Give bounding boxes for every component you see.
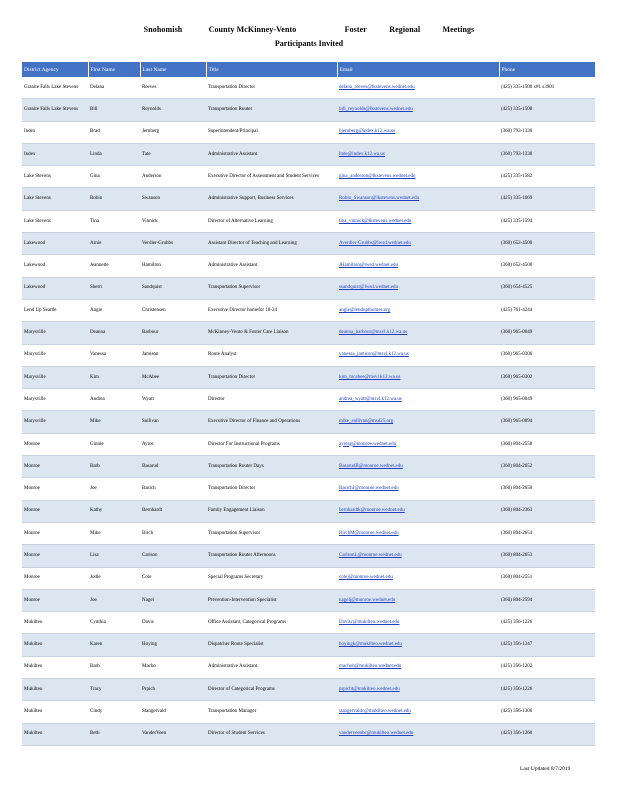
first-name-cell: Lisa bbox=[88, 545, 140, 567]
title-cell: Administrative Assistant bbox=[206, 656, 337, 678]
last-name-cell: Hoying bbox=[140, 634, 206, 656]
district-cell: Granite Falls Lake Stevens bbox=[22, 99, 88, 121]
first-name-cell: Sherri bbox=[88, 277, 140, 299]
phone-cell: (425) 335-1669 bbox=[499, 188, 595, 210]
district-cell: Monroe bbox=[22, 522, 88, 544]
district-cell: Marysville bbox=[22, 389, 88, 411]
first-name-cell: Vanessa bbox=[88, 344, 140, 366]
table-row bbox=[22, 143, 595, 165]
title-cell: Transportation Director bbox=[206, 366, 337, 388]
district-cell: Lakewood bbox=[22, 277, 88, 299]
district-cell: Lend Up Seattle bbox=[22, 299, 88, 321]
last-name-cell: Basich bbox=[140, 478, 206, 500]
phone-cell: (360) 965-0049 bbox=[499, 389, 595, 411]
email-link[interactable]: mike_sullivan@msd25.org bbox=[339, 419, 394, 425]
email-link[interactable]: deanna_barbour@msvl.k12.wa.us bbox=[339, 330, 408, 336]
table-header-row bbox=[22, 62, 595, 77]
participants-table-container bbox=[22, 62, 595, 746]
last-name-cell: Davis bbox=[140, 612, 206, 634]
first-name-cell: Barb bbox=[88, 656, 140, 678]
email-cell bbox=[337, 433, 499, 455]
district-cell: Marysville bbox=[22, 344, 88, 366]
first-name-cell: Cynthia bbox=[88, 612, 140, 634]
phone-cell: (360) 652-4500 bbox=[499, 233, 595, 255]
title-part: Snohomish bbox=[143, 25, 183, 34]
phone-cell: (360) 965-0049 bbox=[499, 322, 595, 344]
table-row bbox=[22, 121, 595, 143]
title-cell: Director bbox=[206, 389, 337, 411]
first-name-cell: Arnie bbox=[88, 233, 140, 255]
last-name-cell: Reynolds bbox=[140, 99, 206, 121]
email-link[interactable]: BasarudB@monroe.wednet.edu bbox=[339, 463, 403, 469]
phone-cell: (360) 652-4500 bbox=[499, 255, 595, 277]
email-link[interactable]: JHamilton@lwsd.wednet.edu bbox=[339, 263, 399, 269]
table-row bbox=[22, 634, 595, 656]
table-row bbox=[22, 723, 595, 745]
email-cell bbox=[337, 567, 499, 589]
first-name-cell: Karen bbox=[88, 634, 140, 656]
email-link[interactable]: Averdier-Grubbs@lwsd.wednet.edu bbox=[339, 240, 411, 246]
last-name-cell: Nagel bbox=[140, 589, 206, 611]
district-cell: Marysville bbox=[22, 366, 88, 388]
email-cell bbox=[337, 456, 499, 478]
email-cell bbox=[337, 210, 499, 232]
table-row bbox=[22, 433, 595, 455]
district-cell: Mukilteo bbox=[22, 723, 88, 745]
email-cell bbox=[337, 188, 499, 210]
phone-cell: (360) 965-0306 bbox=[499, 344, 595, 366]
email-cell bbox=[337, 522, 499, 544]
email-cell bbox=[337, 589, 499, 611]
last-name-cell: Prpich bbox=[140, 679, 206, 701]
last-name-cell: Reeves bbox=[140, 77, 206, 99]
email-cell bbox=[337, 77, 499, 99]
email-cell bbox=[337, 99, 499, 121]
table-row bbox=[22, 233, 595, 255]
table-row bbox=[22, 277, 595, 299]
last-name-cell: Vinnick bbox=[140, 210, 206, 232]
last-name-cell: Verdier-Grubbs bbox=[140, 233, 206, 255]
first-name-cell: Kathy bbox=[88, 500, 140, 522]
table-row bbox=[22, 299, 595, 321]
column-header: First Name bbox=[88, 62, 140, 77]
title-part: Meetings bbox=[442, 25, 475, 34]
title-part: County McKinney-Vento bbox=[208, 25, 297, 34]
first-name-cell: Robin bbox=[88, 188, 140, 210]
phone-cell: (425) 356-1260 bbox=[499, 723, 595, 745]
title-cell: Director of Student Services bbox=[206, 723, 337, 745]
last-name-cell: McAbee bbox=[140, 366, 206, 388]
first-name-cell: Cindy bbox=[88, 701, 140, 723]
email-cell bbox=[337, 701, 499, 723]
district-cell: Monroe bbox=[22, 433, 88, 455]
first-name-cell: Joe bbox=[88, 478, 140, 500]
title-cell: Director of Categorical Programs bbox=[206, 679, 337, 701]
table-row bbox=[22, 344, 595, 366]
first-name-cell: Deanna bbox=[88, 322, 140, 344]
email-cell bbox=[337, 656, 499, 678]
district-cell: Mukilteo bbox=[22, 612, 88, 634]
email-link[interactable]: andrea_wyatt@msvl.k12.wa.us bbox=[339, 396, 402, 402]
first-name-cell: Brad bbox=[88, 121, 140, 143]
column-header: District Agency bbox=[22, 62, 88, 77]
phone-cell: (360) 804-2653 bbox=[499, 545, 595, 567]
district-cell: Mukilteo bbox=[22, 634, 88, 656]
last-name-cell: Ayres bbox=[140, 433, 206, 455]
table-row bbox=[22, 188, 595, 210]
district-cell: Lake Stevens bbox=[22, 188, 88, 210]
table-row bbox=[22, 255, 595, 277]
first-name-cell: Jodie bbox=[88, 567, 140, 589]
email-link[interactable]: vanderveenbc@mukilteo.wednet.edu bbox=[339, 731, 414, 737]
last-name-cell: Birch bbox=[140, 522, 206, 544]
title-cell: McKinney-Vento & Foster Care Liaison bbox=[206, 322, 337, 344]
table-row bbox=[22, 500, 595, 522]
last-name-cell: Stangervald bbox=[140, 701, 206, 723]
title-cell: Transportation Director bbox=[206, 478, 337, 500]
first-name-cell: Jeannette bbox=[88, 255, 140, 277]
title-cell: Office Assistant, Categorical Programs bbox=[206, 612, 337, 634]
email-cell bbox=[337, 366, 499, 388]
title-cell: Transportation Supervisor bbox=[206, 522, 337, 544]
last-name-cell: Wyatt bbox=[140, 389, 206, 411]
table-row bbox=[22, 589, 595, 611]
email-link[interactable]: kim_mcabee@msvl.k12.wa.us bbox=[339, 374, 401, 380]
phone-cell: (425) 335-1594 bbox=[499, 210, 595, 232]
email-link[interactable]: ayresg@monroe.wednet.edu bbox=[339, 441, 397, 447]
table-body bbox=[22, 77, 595, 745]
email-cell bbox=[337, 500, 499, 522]
title-cell: Administrative Assistant bbox=[206, 143, 337, 165]
email-link[interactable]: bernhardtk@monroe.wednet.edu bbox=[339, 508, 405, 514]
phone-cell: (425) 761-4244 bbox=[499, 299, 595, 321]
title-cell: Executive Director homefor 18-24 bbox=[206, 299, 337, 321]
table-row bbox=[22, 478, 595, 500]
email-link[interactable]: Davisc@mukilteo.wednet.edu bbox=[339, 619, 400, 625]
table-row bbox=[22, 389, 595, 411]
last-name-cell: Barbour bbox=[140, 322, 206, 344]
email-link[interactable]: prpicht@mukilteo.wednet.edu bbox=[339, 686, 400, 692]
table-row bbox=[22, 456, 595, 478]
first-name-cell: Bill bbox=[88, 99, 140, 121]
title-cell: Dispatcher Route Specialist bbox=[206, 634, 337, 656]
table-row bbox=[22, 210, 595, 232]
phone-cell: (425) 356-1202 bbox=[499, 656, 595, 678]
email-link[interactable]: ltate@index.k12.wa.us bbox=[339, 151, 385, 157]
phone-cell: (425) 335-1500 x#1 s3901 bbox=[499, 77, 595, 99]
table-row bbox=[22, 612, 595, 634]
district-cell: Mukilteo bbox=[22, 656, 88, 678]
district-cell: Mukilteo bbox=[22, 679, 88, 701]
email-link[interactable]: colej@monroe.wednet.edu bbox=[339, 575, 393, 581]
title-cell: Superintendent/Principal bbox=[206, 121, 337, 143]
email-link[interactable]: delana_reeves@lkstevens.wednet.edu bbox=[339, 84, 415, 90]
email-cell bbox=[337, 233, 499, 255]
column-header: Last Name bbox=[140, 62, 206, 77]
title-cell: Transportation Supervisor bbox=[206, 277, 337, 299]
first-name-cell: Linda bbox=[88, 143, 140, 165]
email-link[interactable]: gina_anderson@lkstevens.wednet.edu bbox=[339, 173, 416, 179]
email-link[interactable]: CarlsonL@monroe.wednet.edu bbox=[339, 553, 402, 558]
district-cell: Marysville bbox=[22, 411, 88, 433]
email-cell bbox=[337, 255, 499, 277]
title-cell: Administrative Assistant bbox=[206, 255, 337, 277]
table-row bbox=[22, 545, 595, 567]
title-cell: Executive Director of Assessment and Student Services bbox=[206, 166, 337, 188]
title-cell: Transportation Director bbox=[206, 77, 337, 99]
table-row bbox=[22, 656, 595, 678]
district-cell: Marysville bbox=[22, 322, 88, 344]
phone-cell: (360) 804-2650 bbox=[499, 478, 595, 500]
email-link[interactable]: stangervaldc@mukilteo.wednet.edu bbox=[339, 709, 411, 715]
first-name-cell: Mike bbox=[88, 411, 140, 433]
first-name-cell: Tina bbox=[88, 210, 140, 232]
district-cell: Granite Falls Lake Stevens bbox=[22, 77, 88, 99]
email-cell bbox=[337, 121, 499, 143]
phone-cell: (360) 654-4525 bbox=[499, 277, 595, 299]
last-name-cell: Jernberg bbox=[140, 121, 206, 143]
phone-cell: (360) 793-1330 bbox=[499, 121, 595, 143]
district-cell: Index bbox=[22, 121, 88, 143]
first-name-cell: Andrea bbox=[88, 389, 140, 411]
email-cell bbox=[337, 166, 499, 188]
phone-cell: (360) 804-2594 bbox=[499, 589, 595, 611]
title-part: Regional bbox=[389, 25, 421, 34]
last-name-cell: Sullivan bbox=[140, 411, 206, 433]
title-cell: Family Engagement Liaison bbox=[206, 500, 337, 522]
district-cell: Lake Stevens bbox=[22, 166, 88, 188]
phone-cell: (360) 793-1330 bbox=[499, 143, 595, 165]
phone-cell: (360) 804-2551 bbox=[499, 567, 595, 589]
first-name-cell: Gina bbox=[88, 166, 140, 188]
table-row bbox=[22, 522, 595, 544]
phone-cell: (360) 804-2558 bbox=[499, 433, 595, 455]
phone-cell: (360) 965-0302 bbox=[499, 366, 595, 388]
last-name-cell: Anderson bbox=[140, 166, 206, 188]
first-name-cell: Beth bbox=[88, 723, 140, 745]
table-row bbox=[22, 366, 595, 388]
email-link[interactable]: angie@lendupthomes.org bbox=[339, 307, 391, 313]
last-name-cell: Basarud bbox=[140, 456, 206, 478]
email-link[interactable]: hoyingk@mukilteo.wednet.edu bbox=[339, 642, 402, 648]
first-name-cell: Tracy bbox=[88, 679, 140, 701]
email-cell bbox=[337, 277, 499, 299]
district-cell: Monroe bbox=[22, 478, 88, 500]
email-link[interactable]: ssandquist@lwsd.wednet.edu bbox=[339, 285, 399, 291]
document-subtitle: Participants Invited bbox=[274, 39, 344, 48]
email-link[interactable]: BirchM@monroe.wednet.edu bbox=[339, 530, 399, 536]
email-link[interactable]: bill_reynolds@lkstevens.wednet.edu bbox=[339, 107, 413, 113]
title-cell: Director of Alternative Learning bbox=[206, 210, 337, 232]
last-name-cell: Christensen bbox=[140, 299, 206, 321]
last-name-cell: Jamison bbox=[140, 344, 206, 366]
title-cell: Prevention-Intervention Specialist bbox=[206, 589, 337, 611]
first-name-cell: Kim bbox=[88, 366, 140, 388]
first-name-cell: Ginnie bbox=[88, 433, 140, 455]
title-cell: Assistant Director of Teaching and Learning bbox=[206, 233, 337, 255]
table-row bbox=[22, 411, 595, 433]
title-cell: Executive Director of Finance and Operations bbox=[206, 411, 337, 433]
email-link[interactable]: bjernberg@index.k12.wa.us bbox=[339, 129, 396, 135]
last-name-cell: Cole bbox=[140, 567, 206, 589]
phone-cell: (425) 356-1306 bbox=[499, 701, 595, 723]
last-updated-footer: Last Updated 8/7/2019 bbox=[520, 766, 571, 772]
email-link[interactable]: tina_vinnick@lkstevens.wednet.edu bbox=[339, 218, 412, 224]
email-cell bbox=[337, 411, 499, 433]
first-name-cell: Delana bbox=[88, 77, 140, 99]
last-name-cell: Sandquist bbox=[140, 277, 206, 299]
table-row bbox=[22, 99, 595, 121]
table-row bbox=[22, 166, 595, 188]
first-name-cell: Mike bbox=[88, 522, 140, 544]
last-name-cell: Tate bbox=[140, 143, 206, 165]
last-name-cell: Swanson bbox=[140, 188, 206, 210]
email-cell bbox=[337, 612, 499, 634]
phone-cell: (425) 356-1226 bbox=[499, 612, 595, 634]
email-link[interactable]: Robin_Swanson@lkstevens.wednet.edu bbox=[339, 196, 420, 202]
last-name-cell: Hamilton bbox=[140, 255, 206, 277]
email-cell bbox=[337, 478, 499, 500]
email-cell bbox=[337, 389, 499, 411]
first-name-cell: Joe bbox=[88, 589, 140, 611]
district-cell: Monroe bbox=[22, 456, 88, 478]
email-link[interactable]: machob@mukilteo.wednet.edu bbox=[339, 664, 402, 670]
phone-cell: (425) 356-1226 bbox=[499, 679, 595, 701]
participants-table bbox=[22, 62, 595, 746]
title-cell: Transportation Router Afternoons bbox=[206, 545, 337, 567]
last-name-cell: Carlson bbox=[140, 545, 206, 567]
email-cell bbox=[337, 344, 499, 366]
email-cell bbox=[337, 723, 499, 745]
table-row bbox=[22, 567, 595, 589]
email-cell bbox=[337, 322, 499, 344]
title-cell: Special Programs Secretary bbox=[206, 567, 337, 589]
phone-cell: (360) 804-2654 bbox=[499, 522, 595, 544]
first-name-cell: Angie bbox=[88, 299, 140, 321]
title-part: Foster bbox=[344, 25, 367, 34]
table-row bbox=[22, 679, 595, 701]
column-header: Phone bbox=[499, 62, 595, 77]
email-link[interactable]: BasichJ@monroe.wednet.edu bbox=[339, 486, 399, 492]
title-cell: Transportation Manager bbox=[206, 701, 337, 723]
phone-cell: (425) 335-1582 bbox=[499, 166, 595, 188]
column-header: Email bbox=[337, 62, 499, 77]
district-cell: Lakewood bbox=[22, 233, 88, 255]
email-cell bbox=[337, 143, 499, 165]
phone-cell: (360) 804-2363 bbox=[499, 500, 595, 522]
title-cell: Transportation Router Days bbox=[206, 456, 337, 478]
table-row bbox=[22, 322, 595, 344]
table-row bbox=[22, 77, 595, 99]
district-cell: Monroe bbox=[22, 589, 88, 611]
document-title bbox=[0, 25, 618, 34]
district-cell: Mukilteo bbox=[22, 701, 88, 723]
district-cell: Index bbox=[22, 143, 88, 165]
phone-cell: (360) 804-2652 bbox=[499, 456, 595, 478]
email-cell bbox=[337, 545, 499, 567]
title-cell: Transportation Router bbox=[206, 99, 337, 121]
district-cell: Lake Stevens bbox=[22, 210, 88, 232]
table-row bbox=[22, 701, 595, 723]
district-cell: Monroe bbox=[22, 567, 88, 589]
phone-cell: (425) 356-1347 bbox=[499, 634, 595, 656]
district-cell: Monroe bbox=[22, 545, 88, 567]
last-name-cell: Bernhardt bbox=[140, 500, 206, 522]
title-cell: Administrative Support, Business Services bbox=[206, 188, 337, 210]
title-cell: Director For Instructional Programs bbox=[206, 433, 337, 455]
column-header: Title bbox=[206, 62, 337, 77]
district-cell: Monroe bbox=[22, 500, 88, 522]
email-cell bbox=[337, 679, 499, 701]
first-name-cell: Barb bbox=[88, 456, 140, 478]
email-cell bbox=[337, 299, 499, 321]
email-link[interactable]: nagelj@monroe.wednet.edu bbox=[339, 597, 396, 603]
phone-cell: (425) 335-1508 bbox=[499, 99, 595, 121]
last-name-cell: Macho bbox=[140, 656, 206, 678]
phone-cell: (360) 965-0094 bbox=[499, 411, 595, 433]
email-link[interactable]: vanessa_jamison@msvl.k12.wa.us bbox=[339, 352, 409, 358]
title-cell: Route Analyst bbox=[206, 344, 337, 366]
email-cell bbox=[337, 634, 499, 656]
district-cell: Lakewood bbox=[22, 255, 88, 277]
last-name-cell: VanderVeen bbox=[140, 723, 206, 745]
